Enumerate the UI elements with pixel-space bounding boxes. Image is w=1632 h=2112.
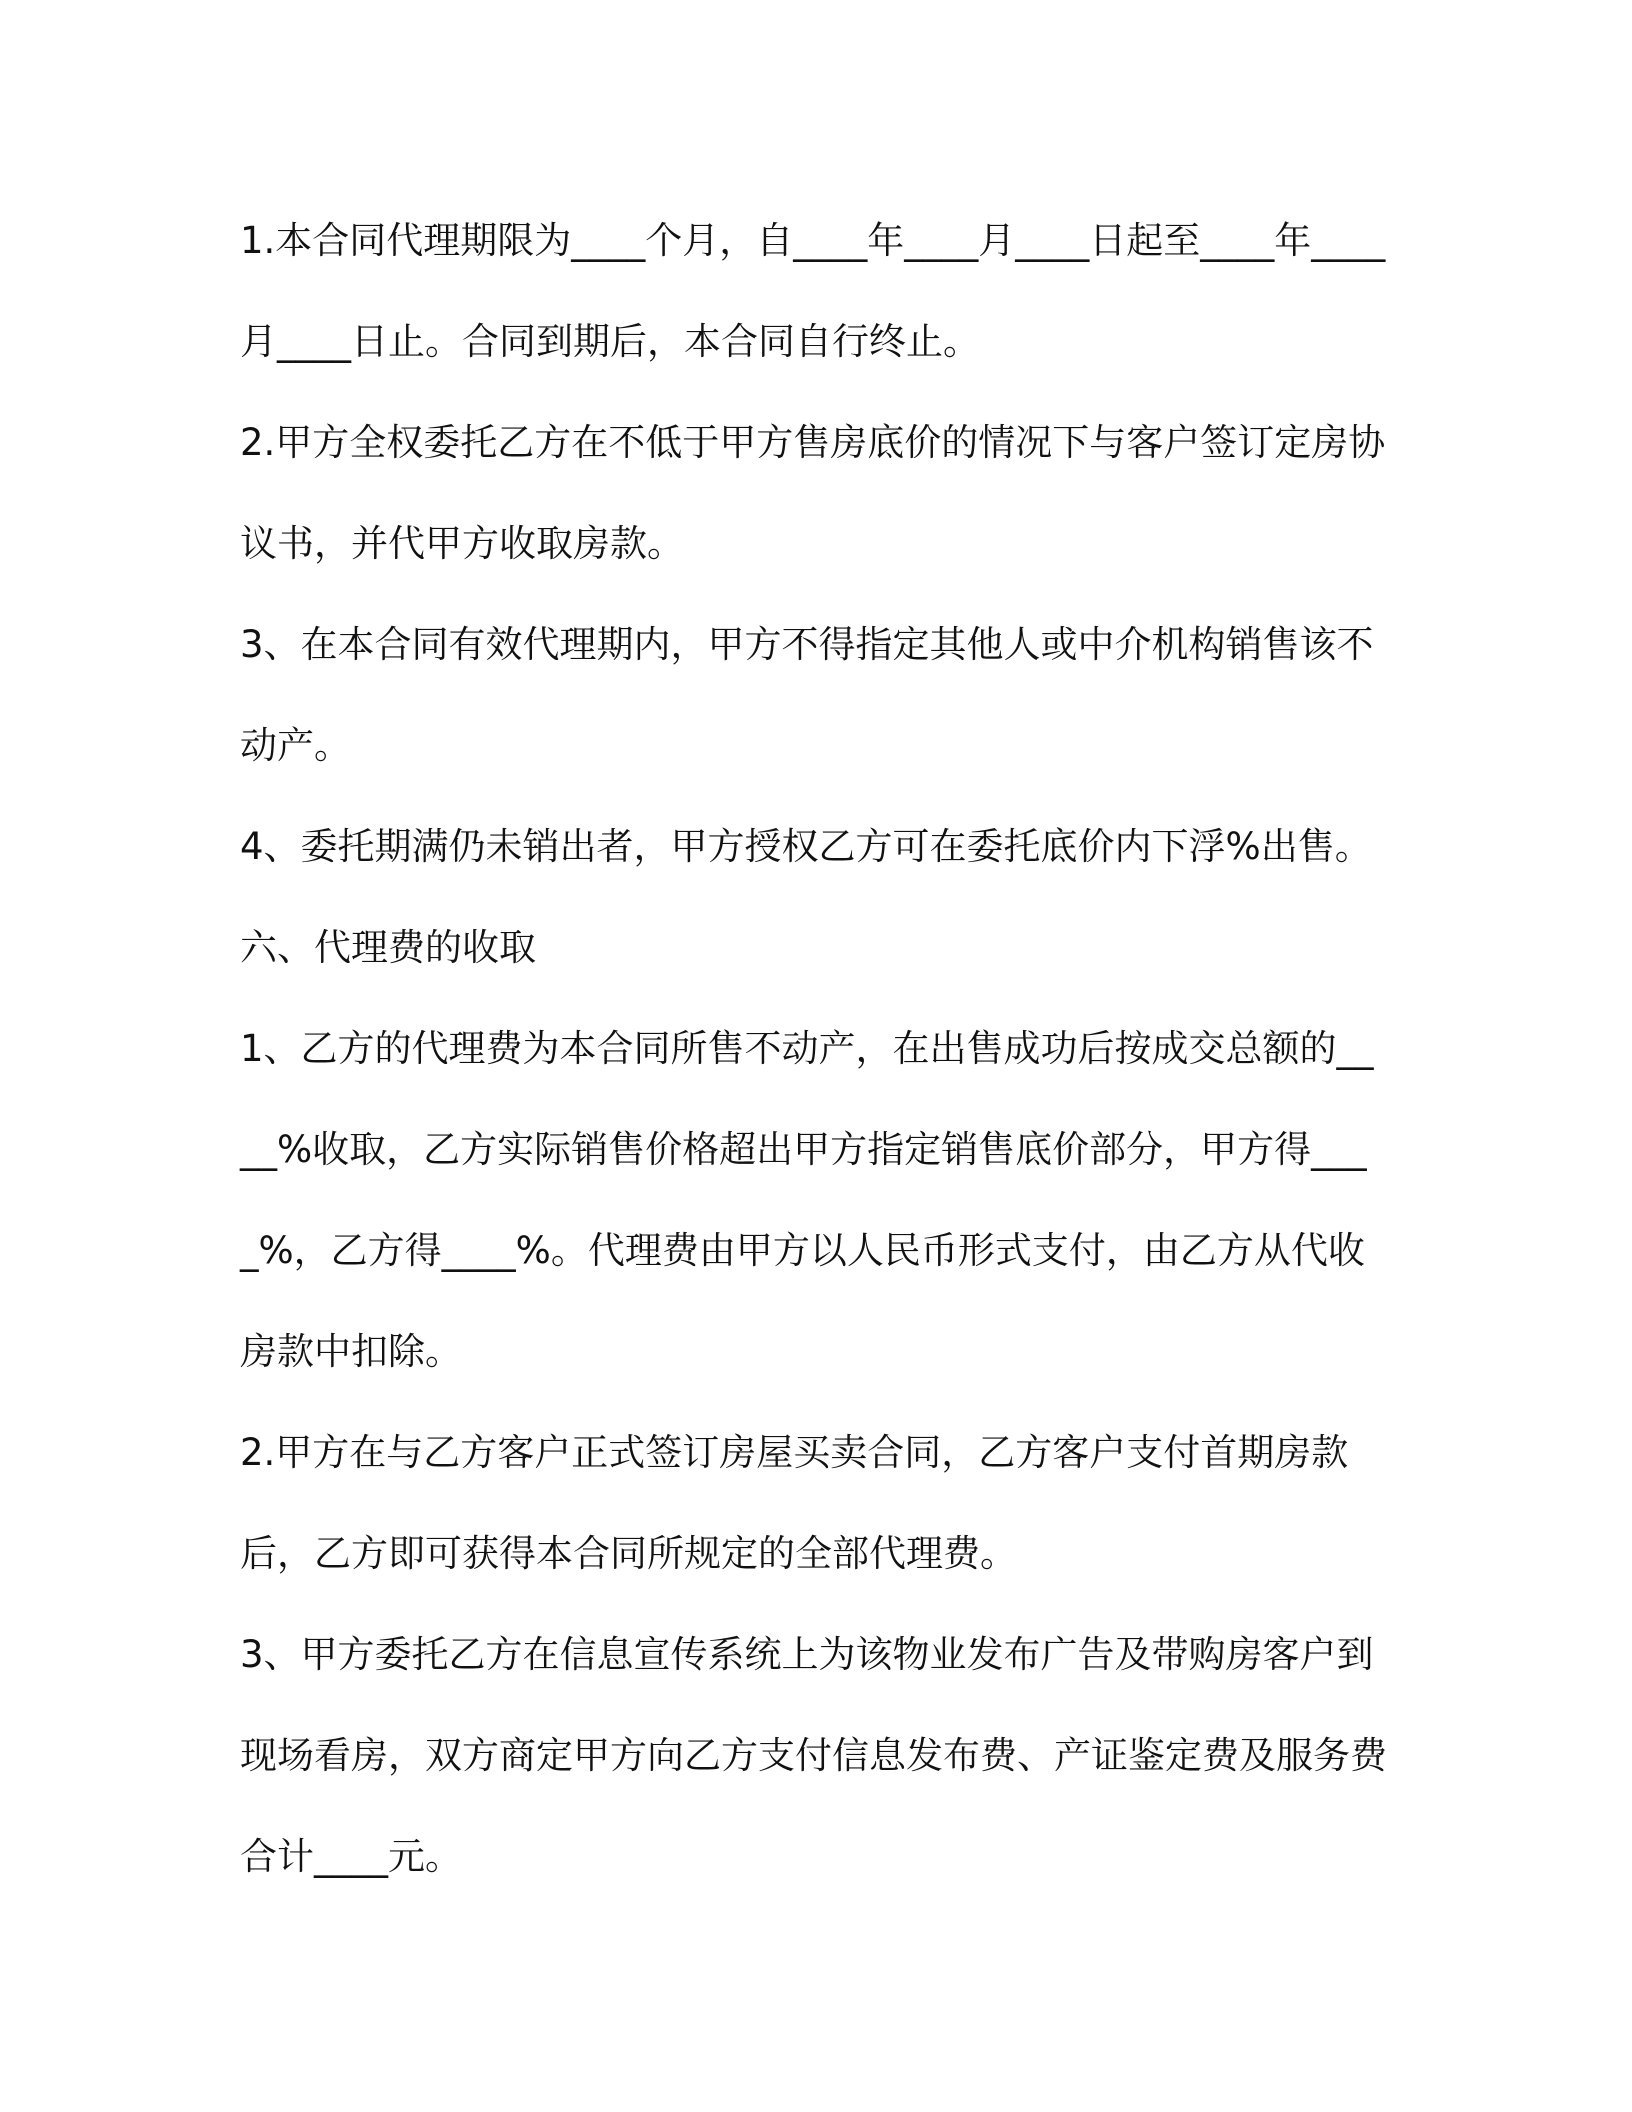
paragraph-fee-timing: 2.甲方在与乙方客户正式签订房屋买卖合同，乙方客户支付首期房款后，乙方即可获得本合同所规定的全部代理费。 — [240, 1431, 1349, 1575]
paragraph-price-reduction: 4、委托期满仍未销出者，甲方授权乙方可在委托底价内下浮%出售。 — [240, 825, 1372, 868]
paragraph-fee-rate: 1、乙方的代理费为本合同所售不动产，在出售成功后按成交总额的____%收取，乙方实际销售价格超出甲方指定销售底价部分，甲方得____%，乙方得____%。代理费由甲方以人民币形式支付，由乙方从代收房款中扣除。 — [240, 1027, 1374, 1373]
section-heading-agency-fee: 六、代理费的收取 — [240, 926, 536, 969]
paragraph-entrust-signing: 2.甲方全权委托乙方在不低于甲方售房底价的情况下与客户签订定房协议书，并代甲方收取房款。 — [240, 421, 1386, 565]
document-body — [240, 190, 1390, 1907]
paragraph-service-fee: 3、甲方委托乙方在信息宣传系统上为该物业发布广告及带购房客户到现场看房，双方商定甲方向乙方支付信息发布费、产证鉴定费及服务费合计____元。 — [240, 1633, 1387, 1878]
paragraph-exclusive-agency: 3、在本合同有效代理期内，甲方不得指定其他人或中介机构销售该不动产。 — [240, 623, 1374, 767]
paragraph-term: 1.本合同代理期限为____个月，自____年____月____日起至____年____月____日止。合同到期后，本合同自行终止。 — [240, 219, 1386, 363]
